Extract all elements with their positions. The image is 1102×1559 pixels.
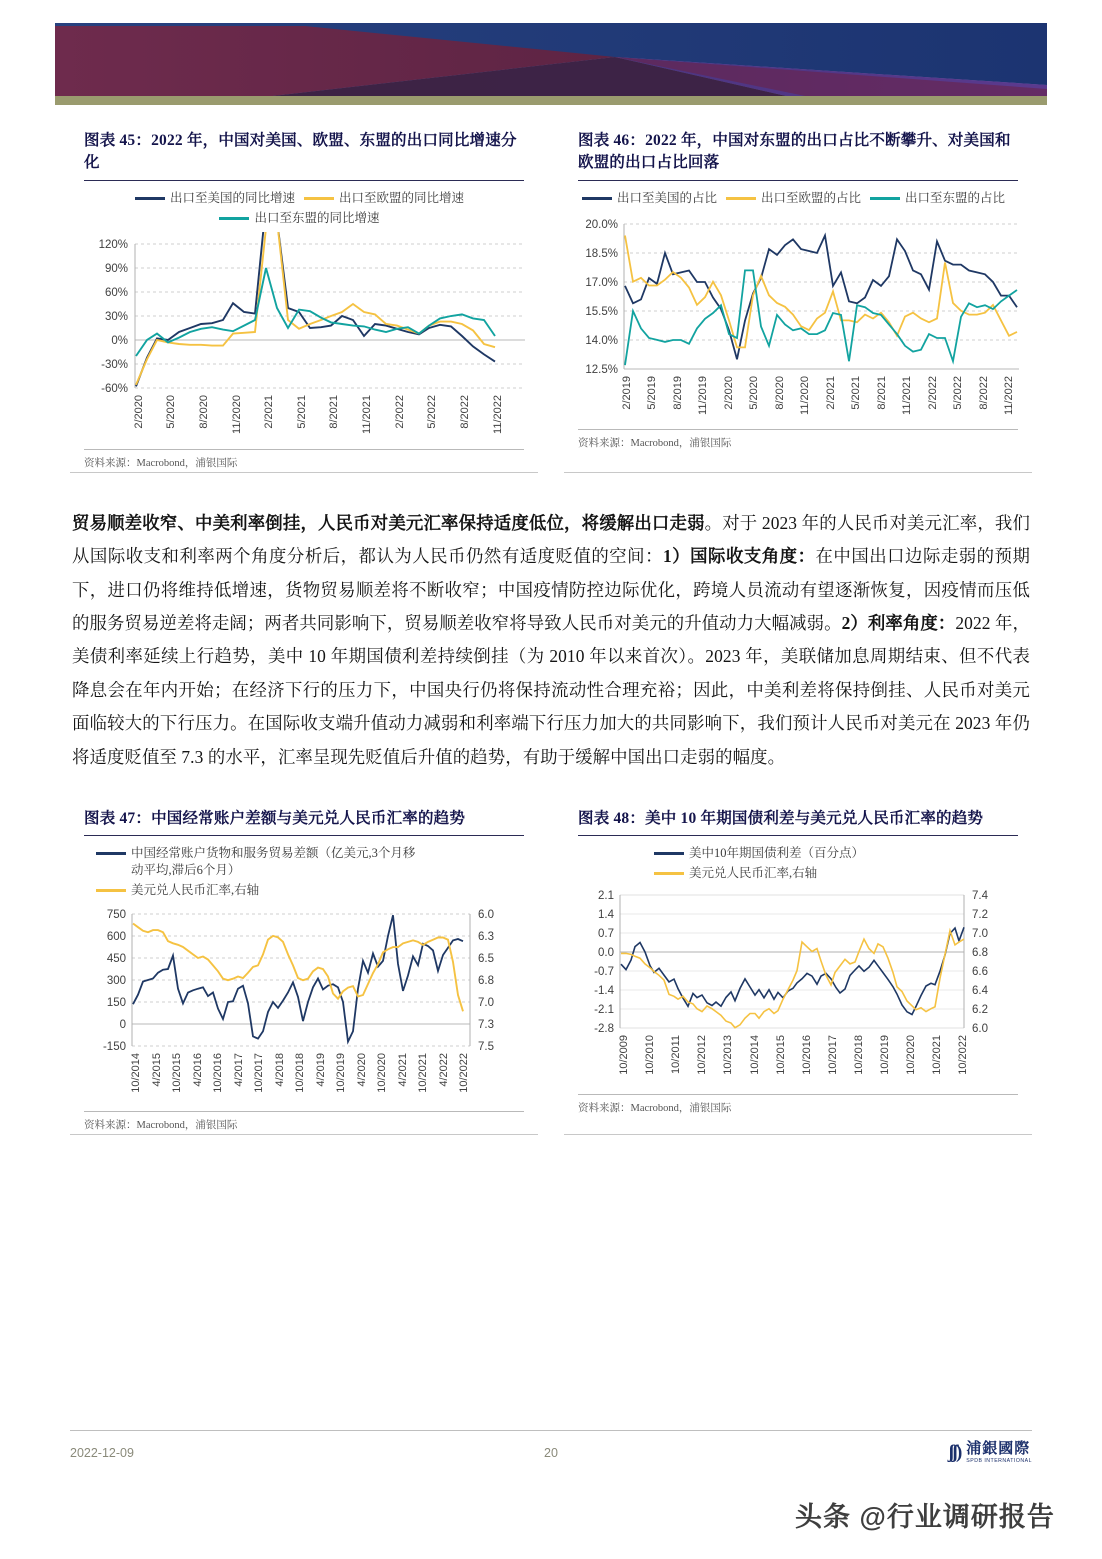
chart-48-ytick-labels-left — [594, 890, 614, 1035]
legend-item — [96, 845, 426, 879]
svg-text:5/2022: 5/2022 — [952, 375, 964, 410]
legend-label: 出口至欧盟的同比增速 — [339, 190, 465, 205]
svg-text:11/2021: 11/2021 — [901, 375, 913, 415]
svg-text:2/2021: 2/2021 — [263, 394, 275, 429]
svg-text:4/2015: 4/2015 — [151, 1053, 163, 1087]
svg-text:10/2014: 10/2014 — [130, 1053, 142, 1093]
svg-text:4/2022: 4/2022 — [438, 1053, 450, 1087]
exhibit-48-label: 图表 48： — [578, 809, 646, 827]
svg-text:12.5%: 12.5% — [585, 363, 618, 376]
legend-label: 出口至欧盟的占比 — [760, 190, 861, 205]
svg-text:11/2022: 11/2022 — [492, 394, 504, 434]
chart-45-series-asean — [136, 268, 495, 356]
body-paragraph: 贸易顺差收窄、中美利率倒挂，人民币对美元汇率保持适度低位，将缓解出口走弱。对于 2023 年的人民币对美元汇率，我们从国际收支和利率两个角度分析后，都认为人民币仍然有适度贬值的空间：1）国际收支角度：在中国出口边际走弱的预期下，进口仍将维持低增速，货物贸易顺差将不断收窄；中国疫情防控边际优化，跨境人员流动有望逐渐恢复，因疫情而压低的服务贸易逆差将走阔；两者共同影响下，贸易顺差收窄将导致人民币对美元的升值动力大幅减弱。2）利率角度：2022 年，美债利率延续上行趋势，美中 10 年期国债利差持续倒挂（为 2010 年以来首次）。2023 年，美联储加息周期结束、但不代表降息会在年内开始；在经济下行的压力下，中国央行仍将保持流动性合理充裕；因此，中美利差将保持倒挂、人民币对美元面临较大的下行压力。在国际收支端升值动力减弱和利率端下行压力加大的共同影响下，我们预计人民币对美元在 2023 年仍将适度贬值至 7.3 的水平，汇率呈现先贬值后升值的趋势，有助于缓解中国出口走弱的幅度。 — [72, 512, 1030, 767]
svg-text:5/2020: 5/2020 — [165, 394, 177, 429]
svg-text:6.8: 6.8 — [972, 947, 988, 960]
svg-text:10/2017: 10/2017 — [827, 1035, 839, 1075]
exhibit-46-legend — [564, 190, 1032, 210]
banner-graphic — [55, 23, 1047, 105]
legend-label: 出口至东盟的同比增速 — [254, 210, 380, 225]
exhibit-47-source: 资料来源：Macrobond，浦银国际 — [84, 1111, 524, 1132]
exhibit-46-title — [578, 130, 1018, 175]
exhibit-47-title-text: 中国经常账户差额与美元兑人民币汇率的趋势 — [151, 809, 466, 827]
svg-text:-60%: -60% — [101, 382, 128, 395]
svg-text:10/2018: 10/2018 — [294, 1053, 306, 1093]
footer-logo — [715, 1442, 1032, 1464]
exhibit-46-label: 图表 46： — [578, 132, 646, 149]
exhibit-46 — [564, 130, 1032, 473]
svg-text:6.8: 6.8 — [478, 975, 494, 988]
footer-page-number: 20 — [544, 1446, 558, 1461]
svg-text:20.0%: 20.0% — [585, 218, 618, 231]
svg-text:10/2011: 10/2011 — [670, 1035, 682, 1075]
svg-text:15.5%: 15.5% — [585, 305, 618, 318]
chart-46-series-asean — [625, 270, 1017, 365]
svg-text:4/2021: 4/2021 — [397, 1053, 409, 1087]
exhibit-45-label: 图表 45： — [84, 132, 152, 149]
svg-text:30%: 30% — [104, 310, 128, 323]
page-content — [70, 130, 1032, 1135]
legend-label: 美元兑人民币汇率,右轴 — [131, 883, 260, 898]
svg-text:10/2021: 10/2021 — [931, 1035, 943, 1075]
svg-text:450: 450 — [106, 953, 126, 966]
svg-text:90%: 90% — [104, 262, 128, 275]
svg-text:2/2021: 2/2021 — [825, 375, 837, 410]
svg-text:11/2022: 11/2022 — [1003, 375, 1015, 415]
svg-text:6.2: 6.2 — [972, 1004, 988, 1017]
svg-text:0.7: 0.7 — [598, 928, 614, 941]
chart-48-ytick-labels-right — [972, 890, 989, 1035]
svg-text:8/2022: 8/2022 — [978, 375, 990, 410]
svg-text:8/2021: 8/2021 — [328, 394, 340, 429]
svg-text:7.3: 7.3 — [478, 1019, 494, 1032]
chart-46-xtick-labels — [621, 376, 1015, 415]
exhibit-row-bottom — [70, 808, 1032, 1135]
legend-label: 出口至美国的占比 — [616, 190, 717, 205]
logo-english-name: SPDB INTERNATIONAL — [966, 1458, 1032, 1464]
svg-text:5/2020: 5/2020 — [748, 375, 760, 410]
svg-text:5/2022: 5/2022 — [426, 394, 438, 429]
legend-item — [654, 865, 1023, 882]
svg-text:2/2020: 2/2020 — [723, 375, 735, 410]
svg-text:10/2022: 10/2022 — [458, 1053, 470, 1093]
exhibit-45-title — [84, 130, 524, 175]
exhibit-48-plot — [564, 887, 1032, 1092]
chart-48-gridlines — [620, 895, 964, 1028]
svg-text:300: 300 — [106, 975, 126, 988]
exhibit-48-title-text: 美中 10 年期国债利差与美元兑人民币汇率的趋势 — [645, 809, 984, 827]
svg-text:6.0: 6.0 — [478, 909, 494, 922]
legend-item — [219, 210, 379, 227]
chart-45-xtick-labels — [133, 395, 504, 434]
svg-text:10/2019: 10/2019 — [335, 1053, 347, 1093]
exhibit-48-title — [578, 808, 1018, 830]
svg-text:10/2016: 10/2016 — [212, 1053, 224, 1093]
svg-text:2/2022: 2/2022 — [394, 394, 406, 429]
svg-text:10/2013: 10/2013 — [722, 1035, 734, 1075]
svg-text:14.0%: 14.0% — [585, 334, 618, 347]
svg-text:0.0: 0.0 — [598, 947, 614, 960]
svg-text:-30%: -30% — [101, 358, 128, 371]
footer-date: 2022-12-09 — [70, 1446, 134, 1461]
svg-text:6.6: 6.6 — [972, 966, 988, 979]
svg-text:8/2020: 8/2020 — [198, 394, 210, 429]
header-banner — [55, 23, 1047, 105]
svg-text:10/2021: 10/2021 — [417, 1053, 429, 1093]
svg-text:10/2015: 10/2015 — [775, 1035, 787, 1075]
legend-label: 美中10年期国债利差（百分点） — [689, 846, 865, 861]
legend-swatch-yellow — [726, 197, 756, 200]
legend-item — [582, 190, 717, 207]
chart-48-xtick-labels — [618, 1035, 969, 1075]
legend-swatch-navy — [135, 197, 165, 200]
svg-text:10/2010: 10/2010 — [644, 1035, 656, 1075]
legend-swatch-yellow — [96, 889, 126, 892]
exhibit-47-title — [84, 808, 524, 830]
exhibit-47-plot — [70, 904, 538, 1109]
svg-text:4/2020: 4/2020 — [356, 1053, 368, 1087]
svg-text:8/2020: 8/2020 — [774, 375, 786, 410]
exhibit-45-source: 资料来源：Macrobond，浦银国际 — [84, 449, 524, 470]
legend-swatch-yellow — [304, 197, 334, 200]
svg-text:4/2019: 4/2019 — [315, 1053, 327, 1087]
exhibit-47 — [70, 808, 538, 1135]
exhibit-47-rule — [84, 835, 524, 836]
svg-text:11/2020: 11/2020 — [799, 375, 811, 415]
exhibit-46-source: 资料来源：Macrobond，浦银国际 — [578, 429, 1018, 450]
svg-text:8/2019: 8/2019 — [672, 375, 684, 410]
svg-text:2/2019: 2/2019 — [621, 375, 633, 410]
svg-text:17.0%: 17.0% — [585, 276, 618, 289]
svg-text:0: 0 — [119, 1019, 126, 1032]
legend-item — [870, 190, 1005, 207]
svg-text:750: 750 — [106, 909, 126, 922]
svg-text:10/2020: 10/2020 — [905, 1035, 917, 1075]
svg-text:5/2021: 5/2021 — [850, 375, 862, 410]
svg-text:7.5: 7.5 — [478, 1041, 494, 1054]
exhibit-45-rule — [84, 180, 524, 181]
exhibit-45 — [70, 130, 538, 473]
svg-text:1.4: 1.4 — [598, 909, 614, 922]
chart-45-series-usa — [136, 232, 495, 386]
exhibit-46-rule — [578, 180, 1018, 181]
svg-text:-1.4: -1.4 — [594, 985, 614, 998]
svg-text:150: 150 — [106, 997, 126, 1010]
spdb-logo-icon: ʃʃ) — [948, 1442, 961, 1464]
chart-47-ytick-labels-right — [478, 909, 494, 1053]
chart-46-svg — [564, 212, 1032, 427]
svg-text:120%: 120% — [98, 238, 128, 251]
svg-text:7.0: 7.0 — [972, 928, 988, 941]
svg-text:10/2020: 10/2020 — [376, 1053, 388, 1093]
legend-swatch-yellow — [654, 872, 684, 875]
logo-chinese-name: 浦銀國際 — [966, 1441, 1031, 1457]
chart-48-svg — [564, 887, 1032, 1092]
svg-text:5/2019: 5/2019 — [646, 375, 658, 410]
legend-label: 中国经常账户货物和服务贸易差额（亿美元,3个月移动平均,滞后6个月） — [131, 846, 416, 878]
svg-text:18.5%: 18.5% — [585, 247, 618, 260]
legend-item — [726, 190, 861, 207]
chart-46-ytick-labels — [585, 219, 618, 376]
legend-item — [654, 845, 1023, 862]
svg-text:2.1: 2.1 — [598, 890, 614, 903]
exhibit-48 — [564, 808, 1032, 1135]
chart-46-gridlines — [624, 224, 1019, 369]
legend-label: 出口至美国的同比增速 — [169, 190, 295, 205]
svg-text:2/2022: 2/2022 — [927, 375, 939, 410]
chart-45-series-eu — [136, 232, 495, 385]
svg-text:-2.1: -2.1 — [594, 1004, 614, 1017]
svg-text:60%: 60% — [104, 286, 128, 299]
legend-swatch-navy — [582, 197, 612, 200]
svg-text:-2.8: -2.8 — [594, 1023, 614, 1036]
exhibit-46-plot — [564, 212, 1032, 427]
svg-text:6.3: 6.3 — [478, 931, 494, 944]
svg-text:4/2017: 4/2017 — [233, 1053, 245, 1087]
svg-text:10/2022: 10/2022 — [957, 1035, 969, 1075]
svg-text:11/2019: 11/2019 — [697, 375, 709, 415]
legend-swatch-navy — [654, 852, 684, 855]
svg-text:4/2018: 4/2018 — [274, 1053, 286, 1087]
chart-45-ytick-labels — [99, 239, 128, 395]
svg-text:0%: 0% — [111, 334, 128, 347]
logo-text-block — [966, 1442, 1032, 1464]
legend-item — [304, 190, 464, 207]
svg-text:10/2009: 10/2009 — [618, 1035, 630, 1075]
exhibit-47-legend — [96, 845, 538, 902]
svg-text:600: 600 — [106, 931, 126, 944]
chart-45-svg — [70, 232, 538, 447]
svg-text:-0.7: -0.7 — [594, 966, 614, 979]
svg-text:8/2022: 8/2022 — [459, 394, 471, 429]
svg-text:6.4: 6.4 — [972, 985, 988, 998]
legend-swatch-teal — [219, 217, 249, 220]
legend-swatch-teal — [870, 197, 900, 200]
exhibit-48-legend — [654, 845, 1032, 885]
svg-text:10/2018: 10/2018 — [853, 1035, 865, 1075]
chart-47-xtick-labels — [130, 1053, 470, 1093]
svg-text:11/2021: 11/2021 — [361, 394, 373, 434]
page-footer — [70, 1430, 1032, 1464]
svg-text:8/2021: 8/2021 — [876, 375, 888, 410]
svg-text:6.5: 6.5 — [478, 953, 494, 966]
svg-text:4/2016: 4/2016 — [192, 1053, 204, 1087]
exhibit-47-label: 图表 47： — [84, 809, 152, 827]
svg-text:10/2012: 10/2012 — [696, 1035, 708, 1075]
chart-47-svg — [70, 904, 538, 1109]
exhibit-row-top — [70, 130, 1032, 473]
svg-text:10/2014: 10/2014 — [749, 1035, 761, 1075]
svg-text:7.0: 7.0 — [478, 997, 494, 1010]
legend-label: 出口至东盟的占比 — [905, 190, 1006, 205]
exhibit-48-rule — [578, 835, 1018, 836]
exhibit-46-title-text: 2022 年，中国对东盟的出口占比不断攀升、对美国和欧盟的出口占比回落 — [578, 132, 1011, 172]
svg-text:6.0: 6.0 — [972, 1023, 988, 1036]
svg-text:11/2020: 11/2020 — [231, 394, 243, 434]
svg-text:5/2021: 5/2021 — [296, 394, 308, 429]
svg-text:2/2020: 2/2020 — [133, 394, 145, 429]
watermark: 头条 @行业调研报告 — [795, 1502, 1055, 1532]
chart-47-ytick-labels-left — [103, 909, 126, 1053]
svg-text:10/2016: 10/2016 — [801, 1035, 813, 1075]
exhibit-45-title-text: 2022 年，中国对美国、欧盟、东盟的出口同比增速分化 — [84, 132, 517, 172]
svg-text:10/2017: 10/2017 — [253, 1053, 265, 1093]
svg-text:7.4: 7.4 — [972, 890, 988, 903]
legend-label: 美元兑人民币汇率,右轴 — [689, 866, 818, 881]
exhibit-48-source: 资料来源：Macrobond，浦银国际 — [578, 1094, 1018, 1115]
legend-item — [135, 190, 295, 207]
svg-text:7.2: 7.2 — [972, 909, 988, 922]
svg-text:-150: -150 — [102, 1041, 126, 1054]
legend-swatch-navy — [96, 852, 126, 855]
legend-item — [96, 882, 529, 899]
svg-text:10/2015: 10/2015 — [171, 1053, 183, 1093]
svg-text:10/2019: 10/2019 — [879, 1035, 891, 1075]
exhibit-45-plot — [70, 232, 538, 447]
exhibit-45-legend — [70, 190, 538, 230]
